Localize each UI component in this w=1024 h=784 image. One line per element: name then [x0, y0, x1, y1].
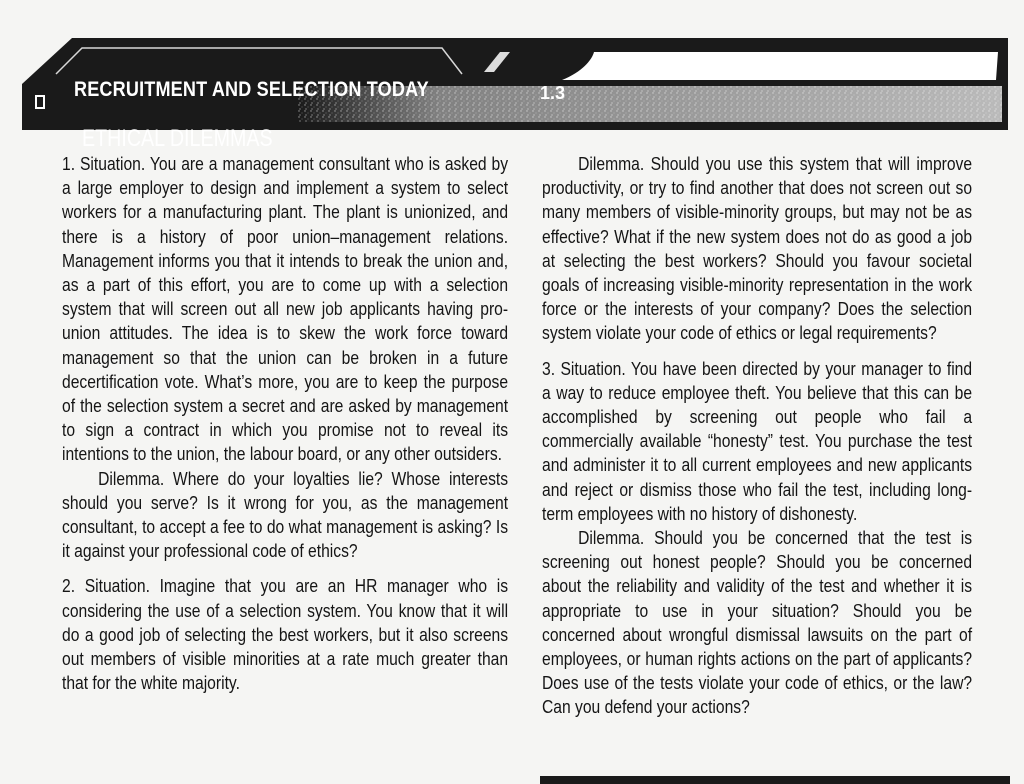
section-number: 1.3 — [540, 83, 566, 103]
dilemma-3-paragraph: Dilemma. Should you be concerned that the test is screening out honest people? Should you be concerned about the reliability and validity of the test and whether it is appropriate to use in your situation? Should you be concerned about wrongful dismissal lawsuits on the part of employees, or human rights actions on the part of applicants? Does use of the tests violate your code of ethics, or the law? Can you defend your actions? — [542, 528, 973, 718]
situation-1-paragraph: 1. Situation. You are a management consultant who is asked by a large employer to design and implement a system to select workers for a manufacturing plant. The plant is unionized, and there is a history of poor union–management relations. Management informs you that it intends to break the union and, as a part of this effort, you are to come up with a selection system that will screen out all new job applicants having pro-union attitudes. The idea is to skew the work force toward management so that the union can be broken in a future decertification vote. What’s more, you are to keep the purpose of the selection system a secret and are asked by management to sign a contract in which you promise not to reveal its intentions to the union, the labour board, or any other outsiders. — [62, 154, 509, 465]
right-column — [542, 152, 972, 720]
left-column — [62, 152, 508, 695]
square-bullet-icon — [34, 92, 46, 112]
bottom-rule — [540, 776, 1010, 784]
banner-subtitle: ETHICAL DILEMMAS — [82, 125, 273, 152]
dilemma-2-paragraph: Dilemma. Should you use this system that will improve productivity, or try to find another that does not screen out so many members of visible-minority groups, but may not be as effective? What if the new system does not do as good a job at selecting the best workers? Should you favour societal goals of increasing visible-minority representation in the work force or the interests of your company? Does the selection system violate your code of ethics or legal requirements? — [542, 154, 973, 344]
situation-2-paragraph: 2. Situation. Imagine that you are an HR manager who is considering the use of a selection system. You know that it will do a good job of selecting the best workers, but it also screens out members of visible minorities at a rate much greater than that for the white majority. — [62, 576, 509, 694]
situation-3-paragraph: 3. Situation. You have been directed by your manager to find a way to reduce employee theft. You believe that this can be accomplished by screening out people who fail a commercially available “honesty” test. You purchase the test and administer it to all current employees and new applicants and reject or dismiss those who fail the test, including long-term employees with no history of dishonesty. — [542, 358, 973, 524]
section-banner — [22, 38, 1008, 152]
banner-title: RECRUITMENT AND SELECTION TODAY — [74, 78, 429, 101]
dilemma-1-paragraph: Dilemma. Where do your loyalties lie? Whose interests should you serve? Is it wrong for you, as the management consultant, to accept a fee to do what management is asking? Is it against your professional code of ethics? — [62, 468, 509, 562]
